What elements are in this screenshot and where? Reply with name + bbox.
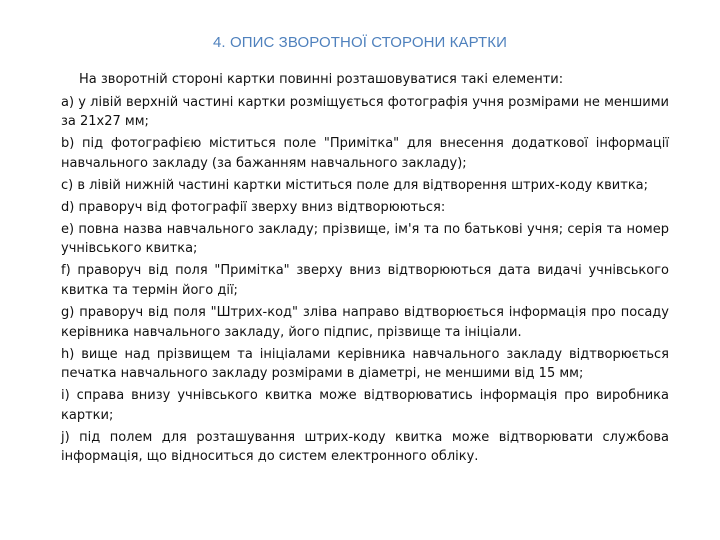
slide-title: 4. ОПИС ЗВОРОТНОЇ СТОРОНИ КАРТКИ [212,34,508,51]
slide-content [61,70,669,469]
list-item-c: c) в лівій нижній частині картки міститься поле для відтворення штрих-коду квитка; [61,177,649,193]
list-item-b: b) під фотографією міститься поле "Примітка" для внесення додаткової інформації навчального закладу (за бажанням навчального закладу); [61,136,669,171]
list-item-e: e) повна назва навчального закладу; прізвище, ім'я та по батькові учня; серія та номер учнівського квитка; [61,221,669,257]
list-item-a: a) у лівій верхній частині картки розміщується фотографія учня розмірами не меншими за 21x27 мм; [61,94,669,129]
intro-paragraph: На зворотній стороні картки повинні розташовуватися такі елементи: [79,72,564,87]
list-item-g: g) праворуч від поля "Штрих-код" зліва направо відтворюється інформація про посаду керівника навчального закладу, його підпис, прізвище та ініціали. [61,305,669,340]
list-item-d: d) праворуч від фотографії зверху вниз відтворюються: [61,199,446,215]
list-item-f: f) праворуч від поля "Примітка" зверху вниз відтворюються дата видачі учнівського квитка та термін його дії; [61,263,669,298]
list-item-h: h) вище над прізвищем та ініціалами керівника навчального закладу відтворюється печатка навчального закладу розмірами в діаметрі, не меншими від 15 мм; [61,346,669,382]
list-item-j: j) під полем для розташування штрих-коду квитка може відтворювати службова інформація, що відноситься до систем електронного обліку. [61,429,669,465]
list-item-i: i) справа внизу учнівського квитка може відтворюватись інформація про виробника картки; [61,388,669,423]
